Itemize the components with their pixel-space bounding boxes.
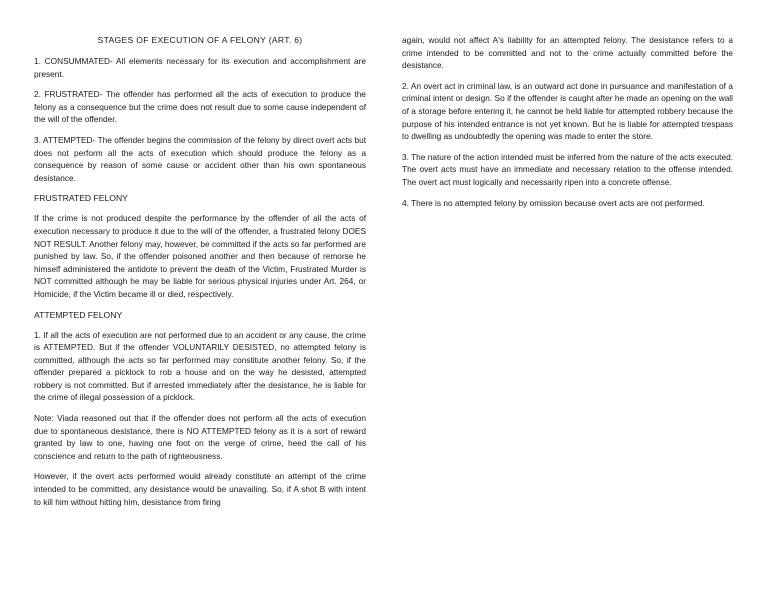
nature-of-action-paragraph: 3. The nature of the action intended must be inferred from the nature of the acts executed. The overt acts must have an immediate and necessary relation to the offense intended. The overt act must logically and necessarily ripen into a concrete offense. (402, 151, 733, 187)
omission-paragraph: 4. There is no attempted felony by omission because overt acts are not performed. (402, 197, 705, 208)
document-title: STAGES OF EXECUTION OF A FELONY (ART. 6) (97, 35, 303, 45)
attempted-paragraph-1: 1. If all the acts of execution are not performed due to an accident or any cause, the crime is ATTEMPTED. But if the offender VOLUNTARILY DESISTED, no attempted felony is committed, although the acts so far performed may constitute another felony. So, if the offender prepared a picklock to rob a house and on the way he desisted, attempted robbery is not committed. But if arrested immediately after the desistance, he is liable for the crime of illegal possession of a picklock. (34, 329, 366, 403)
right-column (402, 34, 733, 217)
desistance-paragraph: However, if the overt acts performed would already constitute an attempt of the crime intended to be committed, any desistance would be unavailing. So, if A shot B with intent to kill him without hitting him, desistance from firing (34, 471, 366, 507)
left-column (34, 34, 366, 516)
frustrated-felony-heading: FRUSTRATED FELONY (34, 193, 128, 204)
viada-note-paragraph: Note: Viada reasoned out that if the offender does not perform all the acts of execution due to spontaneous desistance, there is NO ATTEMPTED felony as it is a sort of reward granted by law to one, having one foot on the verge of crime, heed the call of his conscience and return to the path of righteousness. (34, 413, 366, 461)
paragraph-frustrated: 2. FRUSTRATED- The offender has performed all the acts of execution to produce the felony as a consequence but the crime does not result due to some cause independent of the will of the offender. (34, 89, 366, 125)
paragraph-consummated: 1. CONSUMMATED- All elements necessary for its execution and accomplishment are present. (34, 56, 366, 79)
attempted-felony-heading: ATTEMPTED FELONY (34, 309, 123, 320)
overt-act-paragraph: 2. An overt act in criminal law, is an outward act done in pursuance and manifestation of a criminal intent or design. So if the offender is caught after he made an opening on the wall of a storage before entering it, he cannot be held liable for attempted robbery because the purpose of his intended entrance is not yet known. But he is liable for attempted trespass to dwelling as undoubtedly the opening was made to enter the store. (402, 80, 733, 142)
paragraph-attempted: 3. ATTEMPTED- The offender begins the commission of the felony by direct overt acts but does not perform all the acts of execution which should produce the felony as a consequence by reason of some cause or accident other than his own spontaneous desistance. (34, 134, 366, 183)
desistance-continuation-paragraph: again, would not affect A's liability for an attempted felony. The desistance refers to a crime intended to be committed and not to the crime actually committed before the desistance. (402, 35, 733, 71)
frustrated-felony-paragraph: If the crime is not produced despite the performance by the offender of all the acts of execution necessary to produce it due to the will of the offender, a frustrated felony DOES NOT RESULT. Another felony may, however, be committed if the acts so far performed are punished by law. So, if the offender poisoned another and then because of remorse he himself administered the antidote to prevent the death of the Victim, Frustrated Murder is NOT committed although he may be liable for serious physical injuries under Art. 264, or Homicide, if the Victim became ill or died, respectively. (34, 213, 366, 299)
